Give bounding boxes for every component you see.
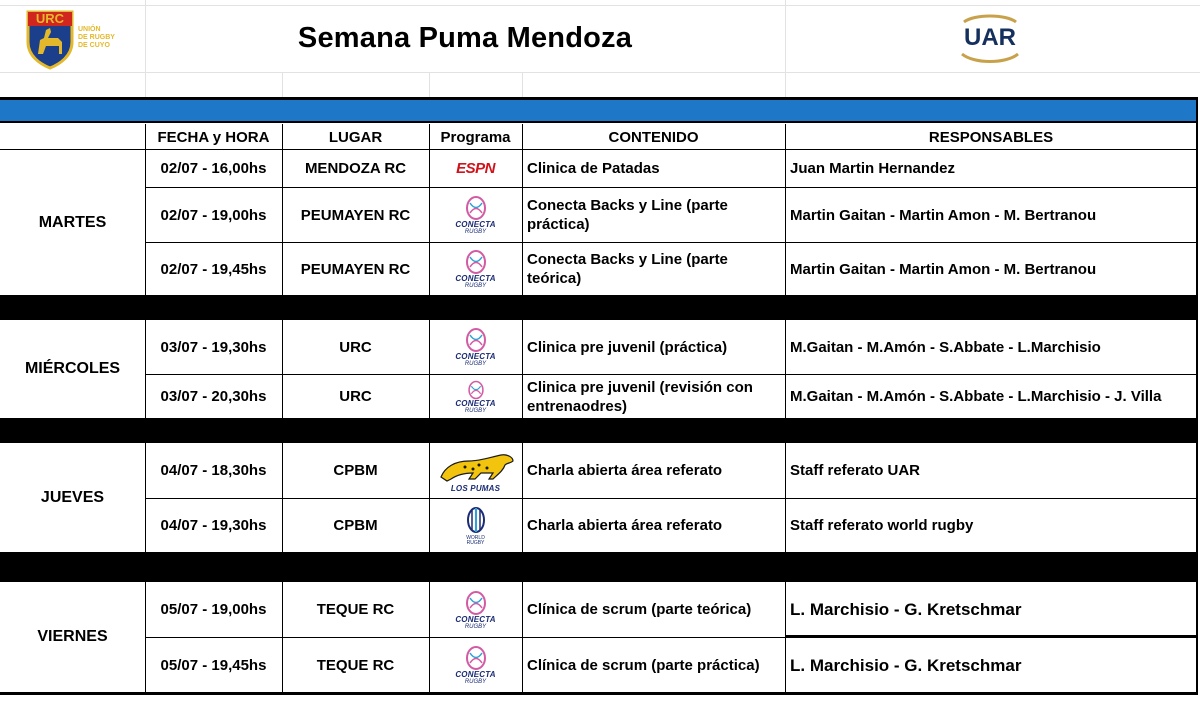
conecta-logo-text: CONECTA — [455, 398, 496, 408]
grid-line — [785, 0, 786, 97]
cell-fecha: 04/07 - 18,30hs — [160, 462, 267, 479]
conecta-logo-sub: RUGBY — [464, 283, 487, 289]
conecta-rugby-logo — [455, 645, 495, 685]
cell-fecha: 05/07 - 19,45hs — [160, 656, 267, 674]
day-separator — [0, 295, 1197, 320]
cell-programa — [429, 188, 522, 242]
conecta-logo-sub: RUGBY — [464, 361, 487, 367]
cell-responsables: L. Marchisio - G. Kretschmar — [790, 600, 1022, 619]
day-label: JUEVES — [40, 488, 105, 506]
grid-line — [0, 72, 1200, 73]
cell-responsables: Martin Gaitan - Martin Amon - M. Bertranou — [790, 260, 1097, 278]
cell-contenido: Clínica de scrum (parte teórica) — [527, 601, 752, 618]
column-header-lugar: LUGAR — [328, 128, 383, 146]
cell-lugar: TEQUE RC — [316, 656, 395, 674]
cell-contenido: Conecta Backs y Line (parte práctica) — [527, 197, 728, 233]
column-header-programa: Programa — [440, 128, 511, 146]
conecta-logo-sub: RUGBY — [464, 623, 487, 630]
day-label: VIERNES — [37, 628, 108, 645]
world-rugby-logo-text: WORLD — [466, 534, 485, 541]
cell-fecha: 02/07 - 19,00hs — [160, 206, 267, 224]
urc-logo-line: UNIÓN — [78, 26, 101, 33]
uar-logo — [950, 12, 1030, 66]
cell-fecha: 03/07 - 19,30hs — [160, 338, 267, 356]
cell-fecha: 03/07 - 20,30hs — [160, 388, 267, 405]
cell-programa — [429, 638, 522, 692]
cell-programa — [429, 375, 522, 418]
cell-lugar: URC — [339, 338, 372, 356]
cell-programa — [429, 582, 522, 637]
cell-contenido: Clínica de scrum (parte práctica) — [527, 656, 760, 674]
conecta-logo-text: CONECTA — [455, 614, 496, 624]
row-line — [0, 149, 145, 150]
cell-responsables: Staff referato world rugby — [790, 517, 974, 534]
urc-logo-line: DE CUYO — [78, 42, 110, 49]
column-line — [1196, 97, 1198, 695]
cell-responsables: M.Gaitan - M.Amón - S.Abbate - L.Marchisio - J. Villa — [790, 388, 1162, 405]
conecta-logo-sub: RUGBY — [464, 229, 487, 235]
cell-programa — [429, 443, 522, 498]
los-pumas-logo-text: LOS PUMAS — [450, 483, 501, 493]
urc-logo-line: DE RUGBY — [78, 34, 115, 41]
cell-programa — [429, 320, 522, 374]
cell-lugar: PEUMAYEN RC — [300, 206, 411, 224]
cell-fecha: 02/07 - 16,00hs — [160, 160, 267, 177]
day-separator — [0, 418, 1197, 443]
grid-line — [282, 72, 283, 97]
grid-line — [429, 72, 430, 97]
cell-fecha: 02/07 - 19,45hs — [160, 260, 267, 278]
day-label: MIÉRCOLES — [24, 360, 121, 377]
cell-contenido: Clinica pre juvenil (práctica) — [527, 338, 728, 356]
cell-contenido: Charla abierta área referato — [527, 517, 723, 534]
cell-contenido: Conecta Backs y Line (parte teórica) — [527, 251, 728, 287]
cell-responsables: Staff referato UAR — [790, 462, 921, 479]
conecta-rugby-logo — [455, 590, 495, 630]
cell-lugar: PEUMAYEN RC — [300, 260, 411, 278]
los-pumas-logo — [435, 449, 517, 493]
column-header-fecha: FECHA y HORA — [157, 128, 270, 146]
world-rugby-logo-sub: RUGBY — [466, 539, 485, 546]
cell-programa — [429, 150, 522, 187]
blue-band — [0, 97, 1197, 123]
conecta-logo-text: CONECTA — [455, 670, 496, 679]
urc-logo-text: URC — [35, 11, 65, 26]
cell-fecha: 04/07 - 19,30hs — [160, 517, 267, 534]
conecta-rugby-logo — [455, 195, 495, 235]
conecta-logo-text: CONECTA — [455, 352, 496, 361]
cell-contenido: Clinica pre juvenil (revisión con entrenaodres) — [527, 378, 753, 415]
grid-line — [0, 5, 1200, 6]
cell-lugar: URC — [339, 388, 372, 405]
cell-lugar: CPBM — [333, 517, 378, 534]
cell-responsables: M.Gaitan - M.Amón - S.Abbate - L.Marchisio — [790, 338, 1101, 356]
cell-responsables: L. Marchisio - G. Kretschmar — [790, 655, 1022, 675]
cell-contenido: Clinica de Patadas — [527, 160, 660, 177]
grid-line — [522, 72, 523, 97]
conecta-rugby-logo — [455, 380, 495, 414]
column-header-contenido: CONTENIDO — [608, 128, 699, 146]
day-separator — [0, 552, 1197, 582]
page-title: Semana Puma Mendoza — [297, 22, 633, 54]
table-bottom-border — [0, 692, 1197, 695]
world-rugby-logo — [463, 506, 489, 546]
uar-logo-text: UAR — [964, 24, 1016, 51]
cell-responsables: Martin Gaitan - Martin Amon - M. Bertranou — [790, 206, 1097, 224]
conecta-logo-sub: RUGBY — [464, 679, 487, 685]
cell-programa — [429, 499, 522, 552]
urc-logo — [24, 8, 124, 70]
cell-responsables: Juan Martin Hernandez — [790, 160, 956, 177]
conecta-logo-sub: RUGBY — [464, 407, 487, 414]
column-header-responsables: RESPONSABLES — [928, 128, 1054, 146]
espn-logo: ESPN — [456, 160, 495, 177]
cell-lugar: TEQUE RC — [316, 601, 395, 618]
cell-contenido: Charla abierta área referato — [527, 462, 723, 479]
cell-fecha: 05/07 - 19,00hs — [160, 601, 267, 618]
cell-programa — [429, 243, 522, 295]
conecta-rugby-logo — [455, 327, 495, 367]
conecta-logo-text: CONECTA — [455, 220, 496, 229]
conecta-rugby-logo — [455, 249, 495, 289]
day-label: MARTES — [38, 213, 107, 231]
cell-lugar: CPBM — [333, 462, 378, 479]
cell-lugar: MENDOZA RC — [304, 160, 407, 177]
conecta-logo-text: CONECTA — [455, 274, 496, 283]
